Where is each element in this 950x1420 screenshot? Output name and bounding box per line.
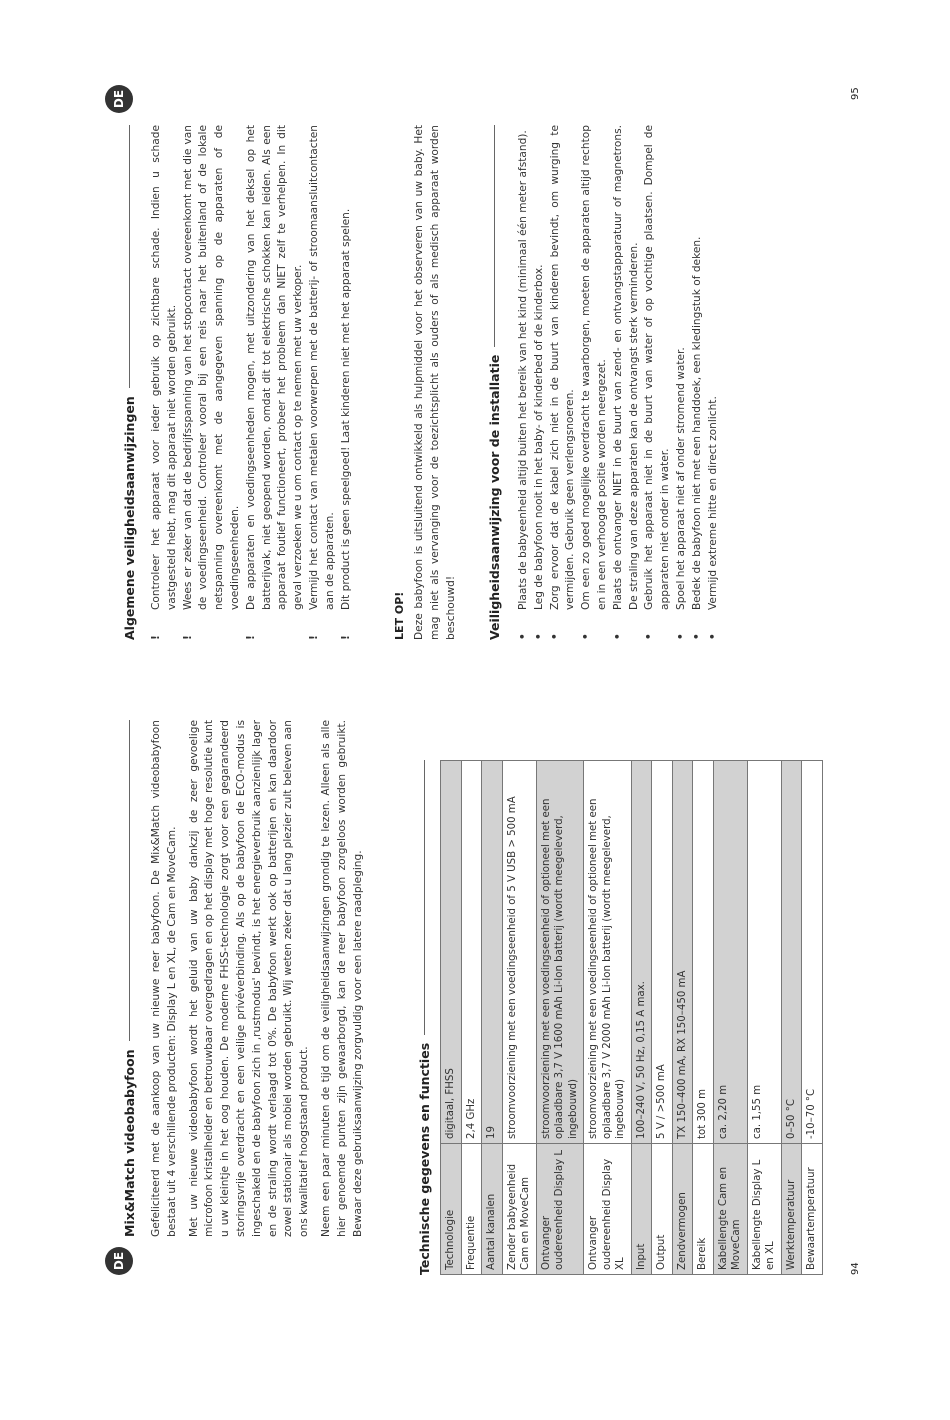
spec-key: Aantal kanalen: [482, 1144, 503, 1275]
list-item-text: Vermijd het contact van metalen voorwerpen met de batterij- of stroomaansluitcontacten aan de apparaten.: [307, 125, 336, 610]
letop-section: [393, 125, 465, 640]
bullet-mark: •: [643, 633, 656, 640]
safety-section: [122, 125, 354, 640]
spec-key: Bewaartemperatuur: [802, 1144, 823, 1275]
bullet-mark: •: [580, 633, 593, 640]
spec-value: stroomvoorziening met een voedingseenheid of optioneel met een oplaadbare 3,7 V 2000 mAh Li-Ion batterij (wordt meegeleverd, ingebouwd): [584, 761, 632, 1144]
bullet-mark: •: [517, 633, 529, 640]
spec-value: TX 150–400 mA, RX 150–450 mA: [672, 761, 693, 1144]
warning-mark: !: [244, 635, 257, 640]
list-item-text: Controleer het apparaat voor ieder gebruik op zichtbare schade. Indien u schade vastgesteld hebt, mag dit apparaat niet worden gebruikt.: [150, 125, 178, 610]
spec-row: [781, 761, 802, 1275]
spec-key: Zender babyeenheid Cam en MoveCam: [502, 1144, 536, 1275]
spec-heading: Technische gegevens en functies: [417, 760, 432, 1275]
warning-mark: !: [339, 635, 352, 640]
safety-item: [149, 125, 181, 640]
spec-key: Ontvanger oudereenheid Display L: [536, 1144, 584, 1275]
spec-value: tot 300 m: [693, 761, 714, 1144]
spec-row: [652, 761, 673, 1275]
intro-paragraph: Met uw nieuwe videobabyfoon wordt het geluid van uw baby dankzij de zeer gevoelige microfoon kristalhelder en betrouwbaar overgedragen en op het display met hoge resolutie kunt u uw kleintje in het oog houden. De moderne FHSS-technologie zorgt voor een gegarandeerd storingsvrije overdracht en een veilige privéverbinding. Als op de babyfoon de ECO-modus is ingeschakeld en de babyfoon zich in ‚rustmodus' bevindt, is het energieverbruik aanzienlijk lager en de straling wordt verlaagd tot 0%. De babyfoon werkt ook op batterijen en kan daardoor zowel stationair als mobiel worden gebruikt. Wij weten zeker dat u lang plezier zult beleven aan ons kwalitatief hoogstaand product.: [187, 720, 311, 1237]
page-number: 94: [850, 1262, 861, 1275]
spec-key: Input: [631, 1144, 652, 1275]
safety-heading: Algemene veiligheidsaanwijzingen: [122, 125, 137, 640]
spec-key: Kabellengte Cam en MoveCam: [713, 1144, 747, 1275]
spec-section: [417, 760, 823, 1275]
bullet-mark: •: [548, 633, 561, 640]
spec-row: [461, 761, 482, 1275]
rotated-spread: [105, 85, 865, 1275]
install-item: [706, 125, 722, 640]
spec-row: [482, 761, 503, 1275]
spec-table: [440, 760, 823, 1275]
spec-row: [536, 761, 584, 1275]
spec-key: Ontvanger oudereenheid Display XL: [584, 1144, 632, 1275]
list-item-text: Zorg ervoor dat de kabel zich niet in de buurt van kinderen bevindt, om wurging te vermijden. Gebruik geen verlengsnoeren.: [548, 125, 577, 610]
spec-value: 100–240 V, 50 Hz, 0,15 A max.: [631, 761, 652, 1144]
intro-paragraphs: [149, 720, 366, 1237]
language-badge-de: DE: [105, 85, 133, 113]
bullet-mark: •: [674, 633, 687, 640]
page-number: 95: [850, 87, 861, 100]
safety-item: [307, 125, 339, 640]
spec-key: Technologie: [441, 1144, 462, 1275]
spec-value: 5 V / >500 mA: [652, 761, 673, 1144]
spec-row: [802, 761, 823, 1275]
safety-item: [181, 125, 244, 640]
spec-value: 19: [482, 761, 503, 1144]
intro-section: [122, 720, 372, 1275]
bullet-mark: •: [706, 633, 719, 640]
warning-mark: !: [181, 635, 194, 640]
safety-item: [244, 125, 307, 640]
spec-value: -10–70 °C: [802, 761, 823, 1144]
letop-heading: LET OP!: [393, 591, 406, 640]
spec-value: ca. 1,55 m: [747, 761, 781, 1144]
list-item-text: Leg de babyfoon nooit in het baby- of kinderbed of de kinderbox.: [532, 264, 545, 610]
list-item-text: De apparaten en voedingseenheden mogen, met uitzondering van het deksel op het batterijvak, niet geopend worden, omdat dit tot elektrische schokken kan leiden. Als een apparaat foutief functioneert, probeer het probleem dan NIET zelf te verhelpen. In dit geval verzoeken we u om contact op te nemen met uw verkoper.: [244, 125, 305, 610]
spec-row: [693, 761, 714, 1275]
page-95: [105, 85, 865, 640]
spec-value: ca. 2,20 m: [713, 761, 747, 1144]
safety-list: [149, 125, 354, 640]
list-item-text: Dit product is geen speelgoed! Laat kinderen niet met het apparaat spelen.: [339, 208, 352, 610]
spec-key: Zendvermogen: [672, 1144, 693, 1275]
spec-row: [631, 761, 652, 1275]
list-item-text: Om een zo goed mogelijke overdracht te waarborgen, moeten de apparaten altijd rechtop en in een verhoogde positie worden neergezet.: [580, 125, 608, 610]
list-item-text: Bedek de babyfoon niet met een handdoek, een kledingstuk of deken.: [690, 236, 703, 610]
spec-key: Werktemperatuur: [781, 1144, 802, 1275]
spec-row: [584, 761, 632, 1275]
warning-mark: !: [150, 635, 162, 640]
install-item: [579, 125, 611, 640]
intro-paragraph: Gefeliciteerd met de aankoop van uw nieuwe reer babyfoon. De Mix&Match videobabyfoon bestaat uit 4 verschillende producten: Display L en XL, de Cam en MoveCam.: [150, 720, 178, 1237]
spec-row: [502, 761, 536, 1275]
spec-key: Bereik: [693, 1144, 714, 1275]
intro-paragraph: Neem een paar minuten de tijd om de veiligheidsaanwijzingen grondig te lezen. Alleen als alle hier genoemde punten zijn gewaarborgd, kan de reer babyfoon zorgeloos worden gebruikt. Bewaar deze gebruiksaanwijzing zorgvuldig voor een latere raadpleging.: [319, 720, 364, 1237]
bullet-mark: •: [690, 633, 703, 640]
bullet-mark: •: [532, 633, 545, 640]
install-item: [611, 125, 643, 640]
spec-row: [672, 761, 693, 1275]
intro-heading: Mix&Match videobabyfoon: [122, 720, 137, 1237]
install-item: [690, 125, 706, 640]
list-item-text: Vermijd extreme hitte en direct zonlicht.: [706, 396, 719, 610]
list-item-text: Gebruik het apparaat niet in de buurt van water of op vochtige plaatsen. Dompel de apparaten niet onder in water.: [643, 125, 672, 610]
letop-text: Deze babyfoon is uitsluitend ontwikkeld als hulpmiddel voor het observeren van uw baby. Het mag niet als vervanging voor de toezichtsplicht als ouders of als medisch apparaat worden beschouwd!: [413, 125, 457, 640]
page-94: [105, 720, 865, 1275]
spec-key: Frequentie: [461, 1144, 482, 1275]
spec-key: Output: [652, 1144, 673, 1275]
install-section: [487, 125, 721, 640]
spec-key: Kabellengte Display L en XL: [747, 1144, 781, 1275]
warning-mark: !: [307, 635, 320, 640]
spec-row: [713, 761, 747, 1275]
spec-value: 0–50 °C: [781, 761, 802, 1144]
language-badge-de: DE: [105, 1247, 133, 1275]
spec-row: [441, 761, 462, 1275]
list-item-text: Plaats de babyeenheid altijd buiten het bereik van het kind (minimaal één meter afstand).: [517, 130, 529, 610]
bullet-mark: •: [611, 633, 624, 640]
spec-value: stroomvoorziening met een voedingseenheid of optioneel met een oplaadbare 3,7 V 1600 mAh Li-Ion batterij (wordt meegeleverd, ingebouwd): [536, 761, 584, 1144]
spec-value: stroomvoorziening met een voedingseenheid of 5 V USB > 500 mA: [502, 761, 536, 1144]
list-item-text: Wees er zeker van dat de bedrijfsspanning van het stopcontact overeenkomt met die van de voedingseenheid. Controleer vooral bij een reis naar het buitenland of de lokale netspanning overeenkomt met de aangegeven spanning op de apparaten of de voedingseenheden.: [181, 125, 241, 610]
safety-item: [339, 125, 355, 640]
spec-row: [747, 761, 781, 1275]
install-item: [516, 125, 532, 640]
install-item: [642, 125, 674, 640]
install-item: [674, 125, 690, 640]
spec-value: digitaal, FHSS: [441, 761, 462, 1144]
list-item-text: Spoel het apparaat niet af onder stromend water.: [674, 347, 687, 610]
install-item: [532, 125, 548, 640]
list-item-text: Plaats de ontvanger NIET in de buurt van zend- en ontvangstapparatuur of magnetrons. De straling van deze apparaten kan de ontvangst sterk verminderen.: [611, 125, 640, 610]
install-item: [548, 125, 580, 640]
install-list: [516, 125, 721, 640]
install-heading: Veiligheidsaanwijzing voor de installatie: [487, 125, 502, 640]
spec-value: 2,4 GHz: [461, 761, 482, 1144]
